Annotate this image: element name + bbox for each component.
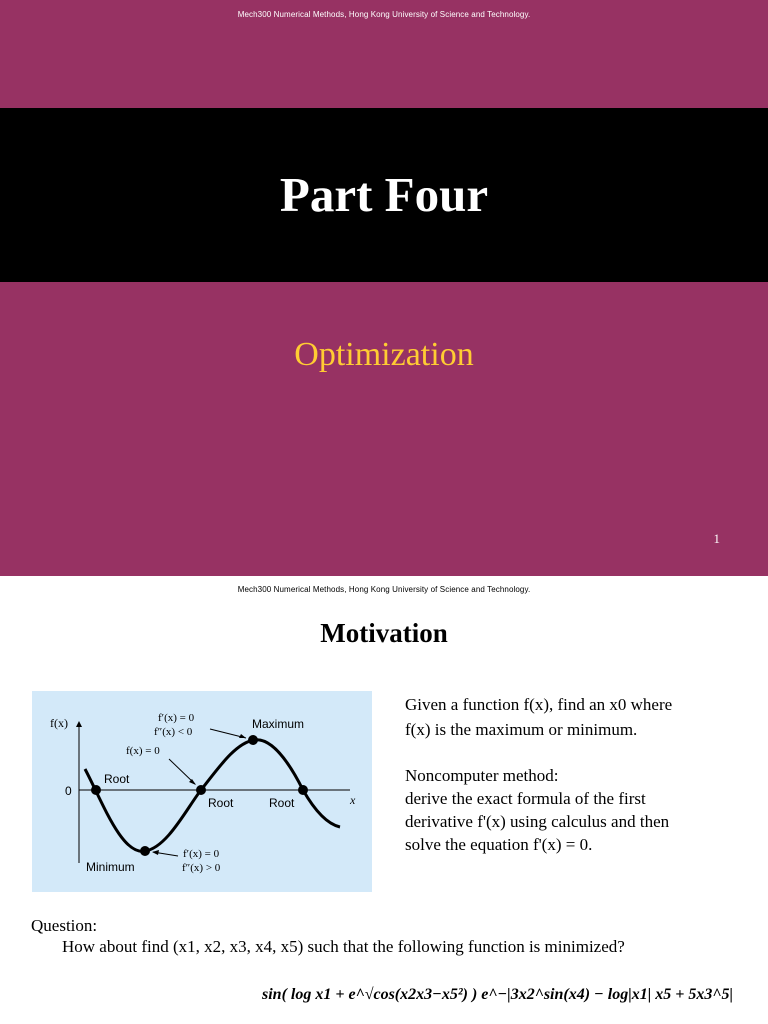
- question-text: How about find (x1, x2, x3, x4, x5) such that the following function is minimized?: [62, 937, 625, 956]
- description-line: solve the equation f'(x) = 0.: [405, 835, 593, 854]
- y-axis-arrow: [76, 721, 82, 727]
- max-condition-1: f′(x) = 0: [158, 712, 195, 724]
- function-plot: [32, 691, 372, 892]
- root-label: Root: [104, 772, 130, 786]
- slide-title: Motivation: [320, 618, 448, 648]
- min-condition-2: f″(x) > 0: [182, 862, 221, 874]
- slide-subtitle: Optimization: [294, 336, 474, 373]
- root-point: [298, 785, 308, 795]
- motivation-slide: [0, 576, 768, 1024]
- root-point: [91, 785, 101, 795]
- description-line: Noncomputer method:: [405, 766, 559, 785]
- slide-header: Mech300 Numerical Methods, Hong Kong University of Science and Technology.: [237, 10, 531, 19]
- description-line: f(x) is the maximum or minimum.: [405, 720, 638, 739]
- max-condition-2: f″(x) < 0: [154, 726, 193, 738]
- max-arrowhead: [239, 734, 246, 738]
- root-condition: f(x) = 0: [126, 745, 160, 757]
- maximum-label: Maximum: [252, 717, 305, 731]
- function-figure: [32, 691, 372, 892]
- maximum-point: [248, 735, 258, 745]
- zero-label: 0: [65, 784, 72, 798]
- objective-formula: sin( log x1 + e^√cos(x2x3−x5²) ) e^−|3x2^sin(x4) − log|x1| x5 + 5x3^5|: [262, 986, 733, 1003]
- minimum-point: [140, 846, 150, 856]
- x-axis-label: x: [350, 793, 356, 807]
- question-label: Question:: [31, 916, 98, 935]
- slide-header: Mech300 Numerical Methods, Hong Kong University of Science and Technology.: [237, 585, 531, 594]
- root-label: Root: [269, 796, 295, 810]
- min-condition-1: f′(x) = 0: [183, 848, 220, 860]
- description-line: Given a function f(x), find an x0 where: [405, 695, 673, 714]
- minimum-label: Minimum: [86, 860, 135, 874]
- y-axis-label: f(x): [50, 716, 68, 730]
- page-number: 1: [713, 531, 720, 546]
- slide-title: Part Four: [279, 167, 489, 222]
- root-point: [196, 785, 206, 795]
- root-label: Root: [208, 796, 234, 810]
- description-line: derive the exact formula of the first: [405, 789, 646, 808]
- description-line: derivative f'(x) using calculus and then: [405, 812, 670, 831]
- min-arrowhead: [152, 850, 159, 855]
